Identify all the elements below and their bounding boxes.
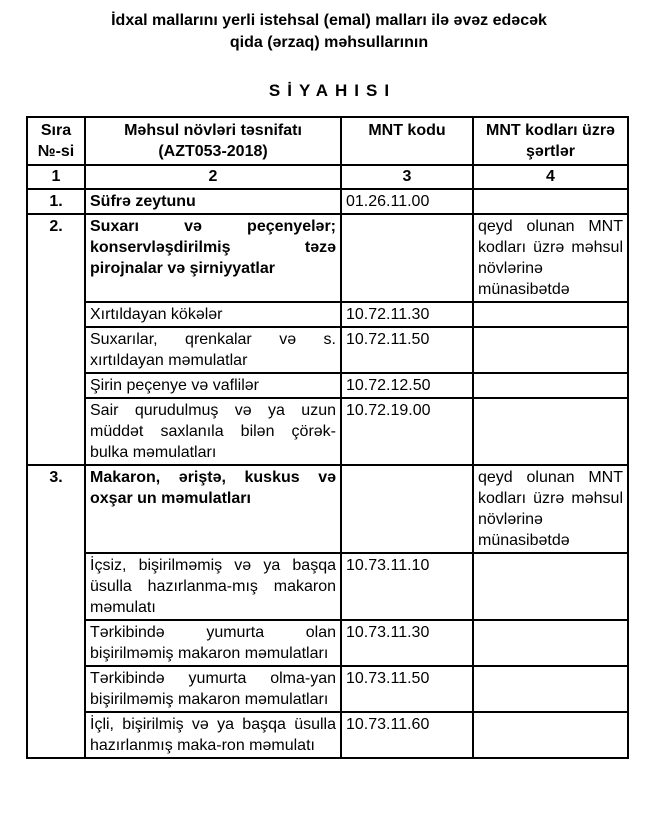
- column-number-1: 1: [27, 165, 85, 189]
- mnt-code-cell: [341, 465, 473, 553]
- mnt-code-cell: 10.73.11.30: [341, 620, 473, 666]
- section-1-row: [27, 189, 628, 214]
- section-3-item-row: [27, 553, 628, 620]
- product-name-cell: Xırtıldayan kökələr: [85, 302, 341, 327]
- column-number-4: 4: [473, 165, 628, 189]
- mnt-code-cell: 10.72.11.30: [341, 302, 473, 327]
- product-name-cell: Süfrə zeytunu: [85, 189, 341, 214]
- conditions-note-cell: [473, 398, 628, 465]
- section-3-item-row: [27, 666, 628, 712]
- header-cell-mnt-code: MNT kodu: [341, 117, 473, 165]
- mnt-code-cell: 10.72.12.50: [341, 373, 473, 398]
- list-heading: SİYAHISI: [268, 81, 397, 100]
- conditions-note-cell: qeyd olunan MNT kodları üzrə məhsul növlərinə münasibətdə: [473, 214, 628, 302]
- table-header-row: [27, 117, 628, 165]
- product-name-cell: İçli, bişirilmiş və ya başqa üsulla hazırlanmış maka-ron məmulatı: [85, 712, 341, 758]
- section-2-item-row: [27, 398, 628, 465]
- conditions-note-cell: qeyd olunan MNT kodları üzrə məhsul növlərinə münasibətdə: [473, 465, 628, 553]
- mnt-code-cell: 10.73.11.60: [341, 712, 473, 758]
- conditions-note-cell: [473, 666, 628, 712]
- section-2-item-row: [27, 327, 628, 373]
- section-2-header-row: [27, 214, 628, 302]
- conditions-note-cell: [473, 189, 628, 214]
- product-group-title-cell: Suxarı və peçenyelər; konservləşdirilmiş təzə pirojnalar və şirniyyatlar: [85, 214, 341, 302]
- mnt-code-cell: 10.73.11.50: [341, 666, 473, 712]
- page-title-line2: qida (ərzaq) məhsullarının: [229, 34, 429, 51]
- page-title: [0, 10, 658, 54]
- header-cell-serial-no: Sıra №-si: [27, 117, 85, 165]
- mnt-code-cell: [341, 214, 473, 302]
- mnt-code-cell: 10.72.19.00: [341, 398, 473, 465]
- product-name-cell: Şirin peçenye və vaflilər: [85, 373, 341, 398]
- header-cell-mnt-conditions: MNT kodları üzrə şərtlər: [473, 117, 628, 165]
- row-number-cell: 3.: [27, 465, 85, 758]
- section-3-item-row: [27, 712, 628, 758]
- mnt-code-cell: 01.26.11.00: [341, 189, 473, 214]
- conditions-note-cell: [473, 373, 628, 398]
- product-name-cell: Tərkibində yumurta olan bişirilməmiş makaron məmulatları: [85, 620, 341, 666]
- conditions-note-cell: [473, 712, 628, 758]
- column-number-3: 3: [341, 165, 473, 189]
- product-name-cell: İçsiz, bişirilməmiş və ya başqa üsulla hazırlanma-mış makaron məmulatı: [85, 553, 341, 620]
- column-number-row: [27, 165, 628, 189]
- row-number-cell: 2.: [27, 214, 85, 465]
- section-3-header-row: [27, 465, 628, 553]
- column-number-2: 2: [85, 165, 341, 189]
- conditions-note-cell: [473, 553, 628, 620]
- product-name-cell: Suxarılar, qrenkalar və s. xırtıldayan məmulatlar: [85, 327, 341, 373]
- section-3-item-row: [27, 620, 628, 666]
- row-number-cell: 1.: [27, 189, 85, 214]
- section-2-item-row: [27, 373, 628, 398]
- section-2-item-row: [27, 302, 628, 327]
- product-name-cell: Tərkibində yumurta olma-yan bişirilməmiş makaron məmulatları: [85, 666, 341, 712]
- header-cell-product-classification: Məhsul növləri təsnifatı (AZT053-2018): [85, 117, 341, 165]
- product-name-cell: Sair qurudulmuş və ya uzun müddət saxlanıla bilən çörək-bulka məmulatları: [85, 398, 341, 465]
- page-title-line1: İdxal mallarını yerli istehsal (emal) malları ilə əvəz edəcək: [111, 12, 547, 29]
- product-table: [26, 116, 629, 759]
- product-group-title-cell: Makaron, əriştə, kuskus və oxşar un məmulatları: [85, 465, 341, 553]
- mnt-code-cell: 10.73.11.10: [341, 553, 473, 620]
- conditions-note-cell: [473, 302, 628, 327]
- conditions-note-cell: [473, 327, 628, 373]
- mnt-code-cell: 10.72.11.50: [341, 327, 473, 373]
- conditions-note-cell: [473, 620, 628, 666]
